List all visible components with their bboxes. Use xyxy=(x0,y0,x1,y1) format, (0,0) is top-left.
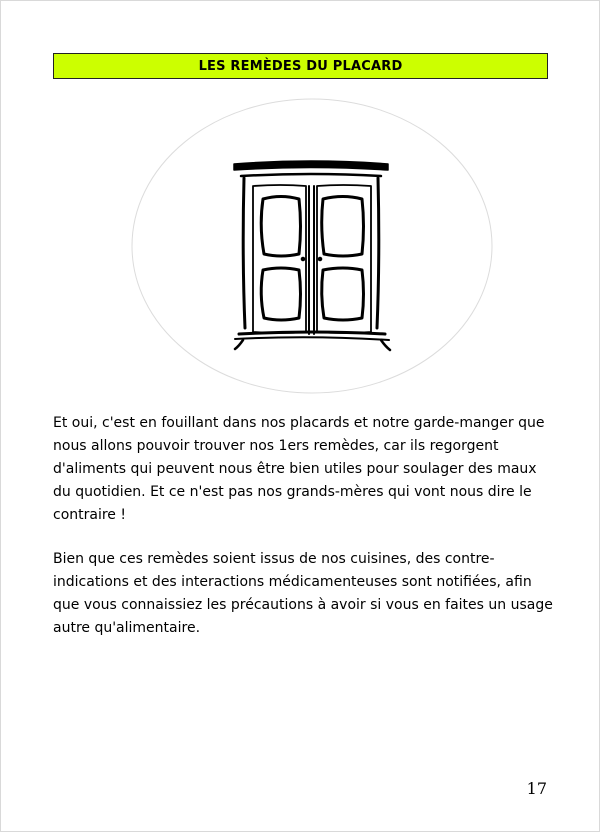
page-number: 17 xyxy=(526,779,547,798)
paragraph-intro: Et oui, c'est en fouillant dans nos placards et notre garde-manger que nous allons pouvoir trouver nos 1ers remèdes, car ils regorgent d'aliments qui peuvent nous être bien utiles pour soulager des maux du quotidien. Et ce n'est pas nos grands-mères qui vont nous dire le contraire ! xyxy=(53,415,545,523)
section-title-text: LES REMÈDES DU PLACARD xyxy=(198,58,403,74)
section-title xyxy=(53,53,548,79)
illustration-ellipse xyxy=(132,99,492,393)
paragraph-precautions: Bien que ces remèdes soient issus de nos cuisines, des contre-indications et des interactions médicamenteuses sont notifiées, afin que vous connaissiez les précautions à avoir si vous en faites un usage autre qu'alimentaire. xyxy=(53,551,553,636)
cupboard-illustration xyxy=(131,96,493,396)
